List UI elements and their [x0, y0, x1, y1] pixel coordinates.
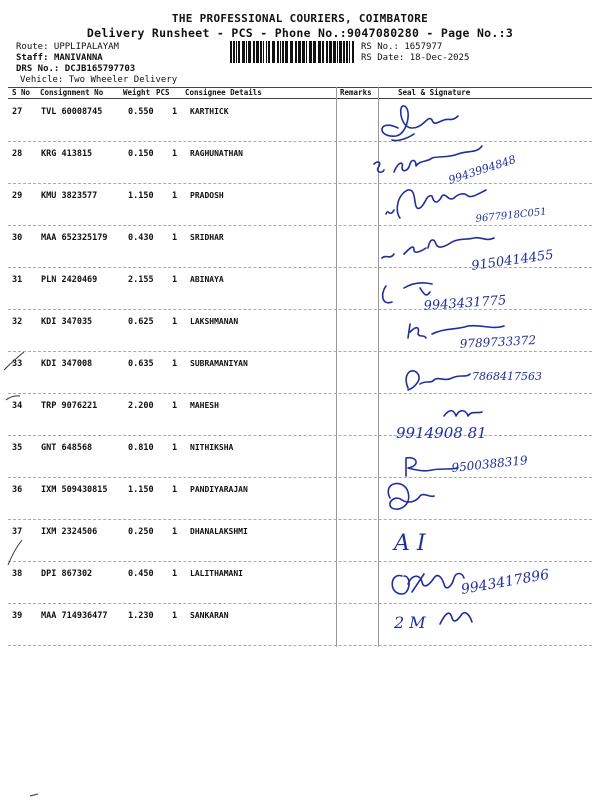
- signature-30: [382, 238, 554, 274]
- consignment-cell: KDI 347035: [41, 317, 93, 327]
- drs-label: DRS No.:: [16, 64, 60, 74]
- consignment-cell: MAA 714936477: [41, 611, 108, 621]
- sno-cell: 39: [12, 611, 23, 621]
- phone-38: 9943417896: [459, 566, 551, 598]
- consignment-cell: GNT 648568: [41, 443, 93, 453]
- consignee-cell: SUBRAMANIYAN: [190, 359, 248, 368]
- sno-cell: 35: [12, 443, 23, 453]
- sno-cell: 36: [12, 485, 23, 495]
- pen-tick-marks: [0, 0, 60, 800]
- sno-cell: 34: [12, 401, 23, 411]
- weight-cell: 2.200: [128, 401, 154, 411]
- consignment-cell: KDI 347008: [41, 359, 93, 369]
- consignee-cell: MAHESH: [190, 401, 219, 410]
- barcode-bar: [333, 41, 336, 63]
- barcode-bar: [298, 41, 301, 63]
- sno-cell: 30: [12, 233, 23, 243]
- phone-35: 9500388319: [450, 453, 529, 475]
- tick-mark: [30, 794, 38, 796]
- pcs-cell: 1: [172, 191, 178, 201]
- barcode-bar: [306, 41, 307, 63]
- weight-cell: 0.625: [128, 317, 154, 327]
- consignment-cell: KRG 413815: [41, 149, 93, 159]
- pcs-cell: 1: [172, 275, 178, 285]
- phone-28: 9943994848: [446, 152, 518, 187]
- barcode-bar: [318, 41, 321, 63]
- col-consignment: Consignment No: [40, 88, 104, 97]
- col-remarks: Remarks: [340, 88, 372, 97]
- barcode-bar: [346, 41, 348, 63]
- pcs-cell: 1: [172, 527, 178, 537]
- signature-36: [388, 483, 434, 509]
- barcode-bar: [260, 41, 262, 63]
- col-pcs: PCS: [156, 88, 170, 97]
- weight-cell: 1.150: [128, 485, 154, 495]
- consignee-cell: KARTHICK: [190, 107, 229, 116]
- consignee-cell: ABINAYA: [190, 275, 224, 284]
- barcode-bar: [230, 41, 232, 63]
- tick-mark: [8, 540, 22, 565]
- barcode-bar: [282, 41, 284, 63]
- phone-33: 7868417563: [472, 370, 542, 383]
- barcode-bar: [256, 41, 259, 63]
- signature-35: [406, 453, 529, 476]
- mark-39: 2 M: [394, 613, 426, 632]
- phone-31: 9943431775: [423, 293, 507, 314]
- barcode-bar: [337, 41, 338, 63]
- sno-cell: 37: [12, 527, 23, 537]
- barcode-bar: [285, 41, 288, 63]
- consignment-cell: KMU 3823577: [41, 191, 98, 201]
- rs-number: RS No.: 1657977: [361, 42, 443, 52]
- signature-34: [396, 411, 487, 442]
- vehicle-label: Vehicle: Two Wheeler Delivery: [20, 75, 178, 85]
- consignee-cell: SANKARAN: [190, 611, 229, 620]
- runsheet-title: Delivery Runsheet - PCS - Phone No.:9047080280 - Page No.:3: [86, 26, 514, 40]
- pcs-cell: 1: [172, 611, 178, 621]
- consignee-cell: LAKSHMANAN: [190, 317, 239, 326]
- consignment-cell: IXM 2324506: [41, 527, 98, 537]
- col-sno: S No: [12, 88, 31, 97]
- consignment-cell: TVL 60008745: [41, 107, 103, 117]
- barcode-bar: [352, 41, 354, 63]
- consignee-cell: SRIDHAR: [190, 233, 224, 242]
- signature-33: [406, 370, 542, 390]
- phone-29: 9677918C051: [475, 206, 548, 225]
- consignment-cell: IXM 509430815: [41, 485, 108, 495]
- rs-date: RS Date: 18-Dec-2025: [361, 53, 470, 63]
- tick-mark: [4, 352, 24, 370]
- sno-cell: 38: [12, 569, 23, 579]
- weight-cell: 0.550: [128, 107, 154, 117]
- phone-34: 9914908 81: [396, 424, 487, 442]
- weight-cell: 0.810: [128, 443, 154, 453]
- signature-38: [392, 567, 550, 598]
- signature-32: [408, 324, 536, 351]
- weight-cell: 0.635: [128, 359, 154, 369]
- signature-39: [393, 613, 472, 632]
- barcode-bar: [329, 41, 332, 63]
- barcode-bar: [272, 41, 275, 63]
- weight-cell: 1.150: [128, 191, 154, 201]
- barcode-bar: [280, 41, 281, 63]
- pcs-cell: 1: [172, 401, 178, 411]
- phone-32: 9789733372: [459, 333, 537, 351]
- staff-label: Staff:: [16, 53, 49, 63]
- barcode-bar: [246, 41, 247, 63]
- pcs-cell: 1: [172, 443, 178, 453]
- barcode-bar: [253, 41, 255, 63]
- barcode: [230, 41, 356, 63]
- pcs-cell: 1: [172, 233, 178, 243]
- pcs-cell: 1: [172, 149, 178, 159]
- phone-30: 9150414455: [470, 247, 555, 274]
- signature-29: [386, 190, 547, 225]
- signature-area: [368, 98, 600, 658]
- barcode-bar: [236, 41, 237, 63]
- col-consignee: Consignee Details: [185, 88, 262, 97]
- col-seal: Seal & Signature: [398, 88, 471, 97]
- barcode-bar: [277, 41, 279, 63]
- drs-number: DCJB165797703: [64, 64, 136, 74]
- sno-cell: 27: [12, 107, 23, 117]
- sno-cell: 32: [12, 317, 23, 327]
- barcode-bar: [326, 41, 328, 63]
- weight-cell: 2.155: [128, 275, 154, 285]
- pcs-cell: 1: [172, 569, 178, 579]
- staff-name: MANIVANNA: [53, 53, 103, 63]
- barcode-bar: [302, 41, 305, 63]
- weight-cell: 0.150: [128, 149, 154, 159]
- pcs-cell: 1: [172, 317, 178, 327]
- mark-37: A I: [394, 531, 426, 556]
- sno-cell: 33: [12, 359, 23, 369]
- consignee-cell: DHANALAKSHMI: [190, 527, 248, 536]
- col-weight: Weight: [123, 88, 151, 97]
- consignee-cell: RAGHUNATHAN: [190, 149, 243, 158]
- signature-28: [374, 146, 518, 187]
- signature-37: [392, 531, 427, 556]
- consignment-cell: DPI 867302: [41, 569, 93, 579]
- pcs-cell: 1: [172, 485, 178, 495]
- sno-cell: 31: [12, 275, 23, 285]
- barcode-bar: [266, 41, 267, 63]
- barcode-bar: [339, 41, 342, 63]
- consignment-cell: PLN 2420469: [41, 275, 98, 285]
- company-title: THE PROFESSIONAL COURIERS, COIMBATORE: [171, 12, 429, 25]
- barcode-bar: [268, 41, 270, 63]
- route-label: Route: UPPLIPALAYAM: [16, 42, 119, 52]
- barcode-bar: [242, 41, 245, 63]
- barcode-bar: [349, 41, 350, 63]
- consignee-cell: PRADOSH: [190, 191, 224, 200]
- weight-cell: 1.230: [128, 611, 154, 621]
- barcode-bar: [290, 41, 293, 63]
- barcode-bar: [248, 41, 251, 63]
- tick-mark: [6, 396, 20, 400]
- pcs-cell: 1: [172, 359, 178, 369]
- barcode-bar: [238, 41, 240, 63]
- sno-cell: 29: [12, 191, 23, 201]
- barcode-bar: [233, 41, 235, 63]
- barcode-bar: [322, 41, 324, 63]
- weight-cell: 0.250: [128, 527, 154, 537]
- consignment-cell: MAA 652325179: [41, 233, 108, 243]
- weight-cell: 0.450: [128, 569, 154, 579]
- barcode-bar: [309, 41, 312, 63]
- barcode-bar: [313, 41, 316, 63]
- barcode-bar: [295, 41, 297, 63]
- barcode-bar: [263, 41, 264, 63]
- signature-31: [383, 283, 507, 314]
- consignee-cell: PANDIYARAJAN: [190, 485, 248, 494]
- weight-cell: 0.430: [128, 233, 154, 243]
- barcode-bar: [343, 41, 345, 63]
- consignment-cell: TRP 9076221: [41, 401, 98, 411]
- signature-27: [382, 106, 458, 141]
- consignee-cell: NITHIKSHA: [190, 443, 234, 452]
- consignee-cell: LALITHAMANI: [190, 569, 243, 578]
- pcs-cell: 1: [172, 107, 178, 117]
- sno-cell: 28: [12, 149, 23, 159]
